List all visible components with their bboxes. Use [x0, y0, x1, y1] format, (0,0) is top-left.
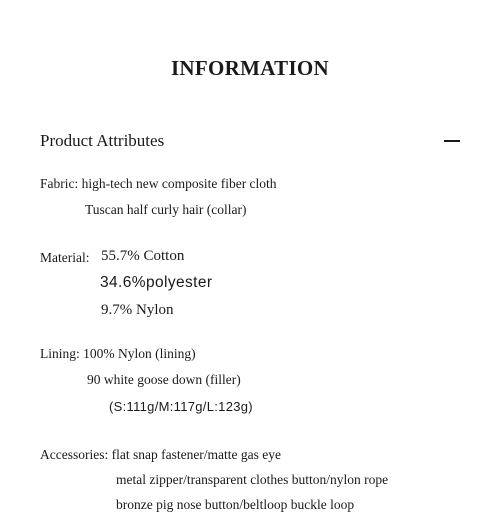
- lining-line: Lining: 100% Nylon (lining): [40, 346, 196, 361]
- accessories-line: Accessories: flat snap fastener/matte gas eye: [40, 447, 282, 462]
- page-title: INFORMATION: [170, 56, 330, 80]
- fabric-line: Fabric: high-tech new composite fiber cloth: [40, 176, 277, 191]
- minus-icon[interactable]: [444, 140, 460, 142]
- lining-size-weights: (S:111g/M:117g/L:123g): [109, 399, 253, 414]
- fabric-collar-line: Tuscan half curly hair (collar): [85, 202, 247, 217]
- material-cotton: 55.7% Cotton: [101, 248, 185, 264]
- lining-filler-line: 90 white goose down (filler): [87, 372, 241, 387]
- material-label: Material:: [40, 250, 90, 265]
- material-nylon: 9.7% Nylon: [101, 302, 174, 318]
- accessories-line-3: bronze pig nose button/beltloop buckle loop: [116, 497, 355, 512]
- material-polyester: 34.6%polyester: [100, 274, 213, 291]
- accessories-line-2: metal zipper/transparent clothes button/nylon rope: [116, 472, 389, 487]
- section-title-product-attributes: Product Attributes: [40, 131, 165, 150]
